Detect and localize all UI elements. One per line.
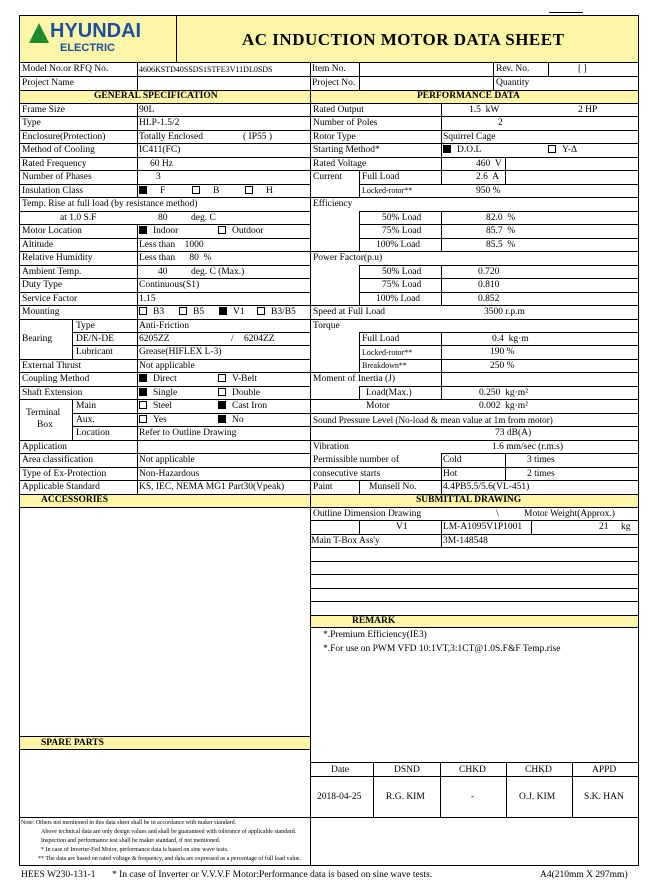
bearing-lub-value: Grease(HIFLEX L-3) bbox=[139, 347, 222, 357]
inertia-load-value: 0.250 kg·m² bbox=[479, 388, 529, 398]
tbox-label-2: Box bbox=[37, 420, 53, 430]
current-lr-label: Locked-rotor** bbox=[362, 186, 413, 195]
tbox-aux-no-checkbox[interactable]: No bbox=[218, 414, 244, 426]
standard-value: KS, IEC, NEMA MG1 Part30(Vpeak) bbox=[139, 482, 285, 492]
vibration-value: 1.6 mm/sec (r.m.s) bbox=[492, 442, 563, 452]
tbox-location-label: Location bbox=[76, 428, 110, 438]
current-fl-label: Full Load bbox=[362, 172, 400, 182]
submittal-mount: V1 bbox=[396, 522, 408, 532]
rotor-label: Rotor Type bbox=[313, 132, 356, 142]
temp-rise-sub: at 1.0 S.F bbox=[60, 213, 97, 223]
torque-bd-label: Breakdown** bbox=[362, 361, 407, 370]
general-spec-heading: GENERAL SPECIFICATION bbox=[94, 91, 218, 101]
insulation-f-checkbox[interactable]: F bbox=[139, 185, 165, 197]
pf-100-label: 100% Load bbox=[376, 294, 421, 304]
logo-text: HYUNDAI bbox=[50, 20, 142, 42]
checkbox-checked-icon bbox=[443, 145, 451, 153]
remark-line-2: *.For use on PWM VFD 10:1VT,3:1CT@1.0S.F&F Temp.rise bbox=[323, 644, 561, 654]
insulation-h-checkbox[interactable]: H bbox=[245, 185, 273, 197]
tbox-location-value: Refer to Outline Drawing bbox=[139, 428, 237, 438]
cooling-value: IC411(FC) bbox=[139, 145, 181, 155]
speed-value: 3500 r.p.m bbox=[484, 307, 525, 317]
model-label: Model No.or RFQ No. bbox=[22, 64, 109, 74]
ambient-unit: deg. C (Max.) bbox=[191, 267, 245, 277]
motor-weight-value: 21 bbox=[599, 522, 609, 532]
sound-value: 73 dB(A) bbox=[495, 428, 532, 438]
poles-value: 2 bbox=[498, 118, 503, 128]
starts-cold-value: 3 times bbox=[527, 455, 555, 465]
humidity-value: Less than 80 % bbox=[139, 253, 212, 263]
coupling-label: Coupling Method bbox=[22, 374, 90, 384]
checkbox-checked-icon bbox=[218, 415, 226, 423]
ambient-value: 40 bbox=[158, 267, 168, 277]
eff-75-value: 85.7 % bbox=[486, 226, 516, 236]
eff-100-value: 85.5 % bbox=[486, 240, 516, 250]
duty-value: Continuous(S1) bbox=[139, 280, 200, 290]
paint-value: 4.4PB5.5/5.6(VL-451) bbox=[443, 482, 530, 492]
eff-75-label: 75% Load bbox=[382, 226, 422, 236]
mounting-v1-checkbox[interactable]: V1 bbox=[219, 306, 245, 318]
rev-label: Rev. No. bbox=[496, 64, 530, 74]
checkbox-checked-icon bbox=[219, 307, 227, 315]
starts-hot-label: Hot bbox=[443, 469, 458, 479]
tbox-main-castiron-checkbox[interactable]: Cast Iron bbox=[218, 400, 267, 412]
signoff-appd: S.K. HAN bbox=[584, 792, 624, 802]
submittal-heading: SUBMITTAL DRAWING bbox=[416, 495, 522, 505]
temp-rise-unit: deg. C bbox=[191, 213, 216, 223]
starts-label-2: consecutive starts bbox=[313, 469, 381, 479]
mounting-label: Mounting bbox=[22, 307, 60, 317]
torque-fl-label: Full Load bbox=[362, 334, 400, 344]
duty-label: Duty Type bbox=[22, 280, 63, 290]
bearing-lub-label: Lubricant bbox=[76, 347, 113, 357]
tbox-assy-label: Main T-Box Ass'y bbox=[311, 536, 380, 546]
current-fl-value: 2.6 A bbox=[476, 172, 499, 182]
voltage-value: 460 V bbox=[476, 159, 502, 169]
bearing-nde-value: 6204ZZ bbox=[244, 334, 275, 344]
checkbox-icon bbox=[139, 307, 147, 315]
location-outdoor-checkbox[interactable]: Outdoor bbox=[218, 225, 264, 237]
vibration-label: Vibration bbox=[313, 442, 349, 452]
efficiency-label: Efficiency bbox=[313, 199, 353, 209]
mounting-b5-checkbox[interactable]: B5 bbox=[179, 306, 204, 318]
tbox-assy-value[interactable]: 3M-148548 bbox=[443, 536, 488, 546]
note-line-2: Above technical data are only design values and shall be guaranteed with tolerance of applicable standard. bbox=[41, 829, 297, 835]
paint-label: Paint bbox=[313, 482, 333, 492]
signoff-header-chkd-1: CHKD bbox=[459, 765, 486, 775]
mounting-b3-checkbox[interactable]: B3 bbox=[139, 306, 164, 318]
checkbox-checked-icon bbox=[139, 226, 147, 234]
logo-subtext: ELECTRIC bbox=[60, 42, 115, 54]
signoff-header-chkd-2: CHKD bbox=[525, 765, 552, 775]
note-line-3: Inspection and performance test shall be maker standard, if not mentioned. bbox=[41, 838, 221, 844]
checkbox-icon bbox=[548, 145, 556, 153]
accessories-heading: ACCESSORIES bbox=[41, 495, 109, 505]
output-label: Rated Output bbox=[313, 105, 364, 115]
application-label: Application bbox=[22, 442, 67, 452]
tbox-main-label: Main bbox=[76, 401, 97, 411]
output-hp: 2 HP bbox=[578, 105, 598, 115]
project-name-label: Project Name bbox=[22, 78, 74, 88]
shaft-single-checkbox[interactable]: Single bbox=[139, 387, 177, 399]
sf-value: 1.15 bbox=[139, 294, 156, 304]
paint-munsell-label: Munsell No. bbox=[369, 482, 417, 492]
starting-dol-checkbox[interactable]: D.O.L bbox=[443, 144, 481, 156]
mounting-b3b5-checkbox[interactable]: B3/B5 bbox=[257, 306, 296, 318]
inertia-load-label: Load(Max.) bbox=[366, 388, 412, 398]
center-divider bbox=[310, 90, 311, 494]
outline-drawing-no[interactable]: LM-A1095V1P1001 bbox=[443, 522, 523, 532]
humidity-label: Relative Humidity bbox=[22, 253, 93, 263]
logo bbox=[28, 20, 178, 58]
checkbox-icon bbox=[257, 307, 265, 315]
performance-heading: PERFORMANCE DATA bbox=[417, 91, 520, 101]
bearing-de-value: 6205ZZ bbox=[139, 334, 170, 344]
submittal-sep: \ bbox=[496, 509, 499, 519]
exprot-label: Type of Ex-Protection bbox=[22, 469, 107, 479]
signoff-chkd-2: O.J. KIM bbox=[519, 792, 556, 802]
checkbox-checked-icon bbox=[139, 186, 147, 194]
checkbox-checked-icon bbox=[218, 401, 226, 409]
altitude-value: Less than 1000 bbox=[139, 240, 204, 250]
note-line-4: * In case of Inverter-Fed Motor, performance data is based on sine wave tests. bbox=[41, 847, 229, 853]
bearing-type-value: Anti-Friction bbox=[139, 321, 190, 331]
temp-rise-label: Temp. Rise at full load (by resistance method) bbox=[22, 199, 198, 209]
phases-value: 3 bbox=[156, 172, 161, 182]
checkbox-icon bbox=[139, 415, 147, 423]
project-no-label: Project No. bbox=[312, 78, 356, 88]
rotor-value: Squirrel Cage bbox=[443, 132, 496, 142]
tbox-main-steel-checkbox[interactable]: Steel bbox=[139, 400, 172, 412]
inertia-motor-label: Motor bbox=[366, 401, 390, 411]
sound-label: Sound Pressure Level (No-load & mean value at 1m from motor) bbox=[313, 415, 553, 425]
starts-label-1: Permissible number of bbox=[313, 455, 400, 465]
poles-label: Number of Poles bbox=[313, 118, 378, 128]
shaft-label: Shaft Extension bbox=[22, 388, 83, 398]
rev-value: [ ] bbox=[578, 64, 587, 74]
insulation-b-checkbox[interactable]: B bbox=[192, 185, 219, 197]
type-label: Type bbox=[22, 118, 41, 128]
frequency-label: Rated Frequency bbox=[22, 159, 87, 169]
torque-fl-value: 0.4 kg·m bbox=[492, 334, 529, 344]
checkbox-icon bbox=[192, 186, 200, 194]
eff-50-value: 82.0 % bbox=[486, 213, 516, 223]
frame-size-label: Frame Size bbox=[22, 105, 66, 115]
hyundai-logo-icon bbox=[28, 22, 50, 44]
starts-hot-value: 2 times bbox=[527, 469, 555, 479]
footer-size: A4(210mm X 297mm) bbox=[540, 870, 628, 880]
checkbox-icon bbox=[218, 226, 226, 234]
output-kw: 1.5 kW bbox=[469, 105, 500, 115]
frame-size-value: 90L bbox=[139, 105, 155, 115]
inertia-motor-value: 0.002 kg·m² bbox=[479, 401, 529, 411]
starts-cold-label: Cold bbox=[443, 455, 462, 465]
footer-doc-no: HEES W230-131-1 bbox=[21, 870, 96, 880]
signoff-header-appd: APPD bbox=[592, 765, 617, 775]
sf-label: Service Factor bbox=[22, 294, 78, 304]
remark-heading: REMARK bbox=[352, 616, 396, 626]
current-label: Current bbox=[313, 172, 343, 182]
thrust-value: Not applicable bbox=[139, 361, 195, 371]
signoff-date: 2018-04-25 bbox=[317, 792, 362, 802]
pf-50-value: 0.720 bbox=[478, 267, 500, 277]
spare-parts-heading: SPARE PARTS bbox=[41, 738, 104, 748]
coupling-direct-checkbox[interactable]: Direct bbox=[139, 373, 177, 385]
torque-bd-value: 250 % bbox=[490, 361, 515, 371]
pf-75-value: 0.810 bbox=[478, 280, 500, 290]
voltage-label: Rated Voltage bbox=[313, 159, 367, 169]
quantity-label: Quantity bbox=[496, 78, 530, 88]
thrust-label: External Thrust bbox=[22, 361, 82, 371]
checkbox-icon bbox=[218, 374, 226, 382]
note-line-1: Note: Others not mentioned in this data sheet shall be in accordance with maker standard. bbox=[21, 820, 237, 826]
eff-100-label: 100% Load bbox=[376, 240, 421, 250]
altitude-label: Altitude bbox=[22, 240, 54, 250]
pf-50-label: 50% Load bbox=[382, 267, 422, 277]
speed-label: Speed at Full Load bbox=[313, 307, 386, 317]
standard-label: Applicable Standard bbox=[22, 482, 100, 492]
checkbox-icon bbox=[139, 401, 147, 409]
checkbox-checked-icon bbox=[139, 374, 147, 382]
footer-note: * In case of Inverter or V.V.V.F Motor:Performance data is based on sine wave tests. bbox=[112, 870, 433, 880]
enclosure-value: Totally Enclosed bbox=[139, 132, 203, 142]
shaft-double-checkbox[interactable]: Double bbox=[218, 387, 260, 399]
bearing-type-label: Type bbox=[76, 321, 95, 331]
enclosure-ip: ( IP55 ) bbox=[243, 132, 273, 142]
temp-rise-value: 80 bbox=[158, 213, 168, 223]
checkbox-icon bbox=[218, 388, 226, 396]
cooling-label: Method of Cooling bbox=[22, 145, 95, 155]
signoff-header-date: Date bbox=[331, 765, 349, 775]
bearing-label: Bearing bbox=[22, 334, 53, 344]
frequency-value: 60 Hz bbox=[150, 159, 173, 169]
signoff-dsnd: R.G. KIM bbox=[386, 792, 425, 802]
ambient-label: Ambient Temp. bbox=[22, 267, 82, 277]
top-mark bbox=[549, 12, 583, 13]
torque-label: Torque bbox=[313, 321, 340, 331]
pf-label: Power Factor(p.u) bbox=[313, 253, 383, 263]
tbox-aux-label: Aux. bbox=[76, 415, 95, 425]
motor-weight-label: Motor Weight(Approx.) bbox=[524, 509, 615, 519]
torque-lr-label: Locked-rotor** bbox=[362, 348, 413, 357]
phases-label: Number of Phases bbox=[22, 172, 92, 182]
checkbox-checked-icon bbox=[139, 388, 147, 396]
signoff-header-dsnd: DSND bbox=[394, 765, 420, 775]
model-value: 4606KSTD40SSDS1STFE3V11DL0SDS bbox=[139, 65, 273, 74]
outline-drawing-label: Outline Dimension Drawing bbox=[313, 509, 422, 519]
enclosure-label: Enclosure(Protection) bbox=[22, 132, 106, 142]
insulation-label: Insulation Class bbox=[22, 186, 83, 196]
checkbox-icon bbox=[245, 186, 253, 194]
tbox-label-1: Terminal bbox=[26, 408, 61, 418]
starting-yd-checkbox[interactable]: Y-Δ bbox=[548, 144, 577, 156]
location-label: Motor Location bbox=[22, 226, 82, 236]
pf-100-value: 0.852 bbox=[478, 294, 500, 304]
current-lr-value: 950 % bbox=[476, 186, 501, 196]
page-title: AC INDUCTION MOTOR DATA SHEET bbox=[242, 30, 565, 49]
exprot-value: Non-Hazardous bbox=[139, 469, 200, 479]
bearing-de-label: DE/N-DE bbox=[76, 334, 114, 344]
tbox-aux-yes-checkbox[interactable]: Yes bbox=[139, 414, 167, 426]
starting-label: Starting Method* bbox=[313, 145, 380, 155]
area-label: Area classification bbox=[22, 455, 93, 465]
eff-50-label: 50% Load bbox=[382, 213, 422, 223]
inertia-label: Moment of Inertia (J) bbox=[313, 374, 396, 384]
item-label: Item No. bbox=[312, 64, 346, 74]
torque-lr-value: 190 % bbox=[490, 347, 515, 357]
pf-75-label: 75% Load bbox=[382, 280, 422, 290]
remark-line-1: *.Premium Efficiency(IE3) bbox=[323, 630, 427, 640]
note-line-5: ** The data are based on rated voltage & frequency, and data are expressed as a percentage of full load value. bbox=[38, 856, 302, 862]
area-value: Not applicable bbox=[139, 455, 195, 465]
signoff-chkd-1: - bbox=[471, 792, 475, 802]
motor-weight-unit: kg bbox=[621, 522, 631, 532]
bearing-sep: / bbox=[231, 334, 234, 344]
checkbox-icon bbox=[179, 307, 187, 315]
type-value: HLP-1.5/2 bbox=[139, 118, 180, 128]
coupling-vbelt-checkbox[interactable]: V-Belt bbox=[218, 373, 257, 385]
location-indoor-checkbox[interactable]: Indoor bbox=[139, 225, 178, 237]
